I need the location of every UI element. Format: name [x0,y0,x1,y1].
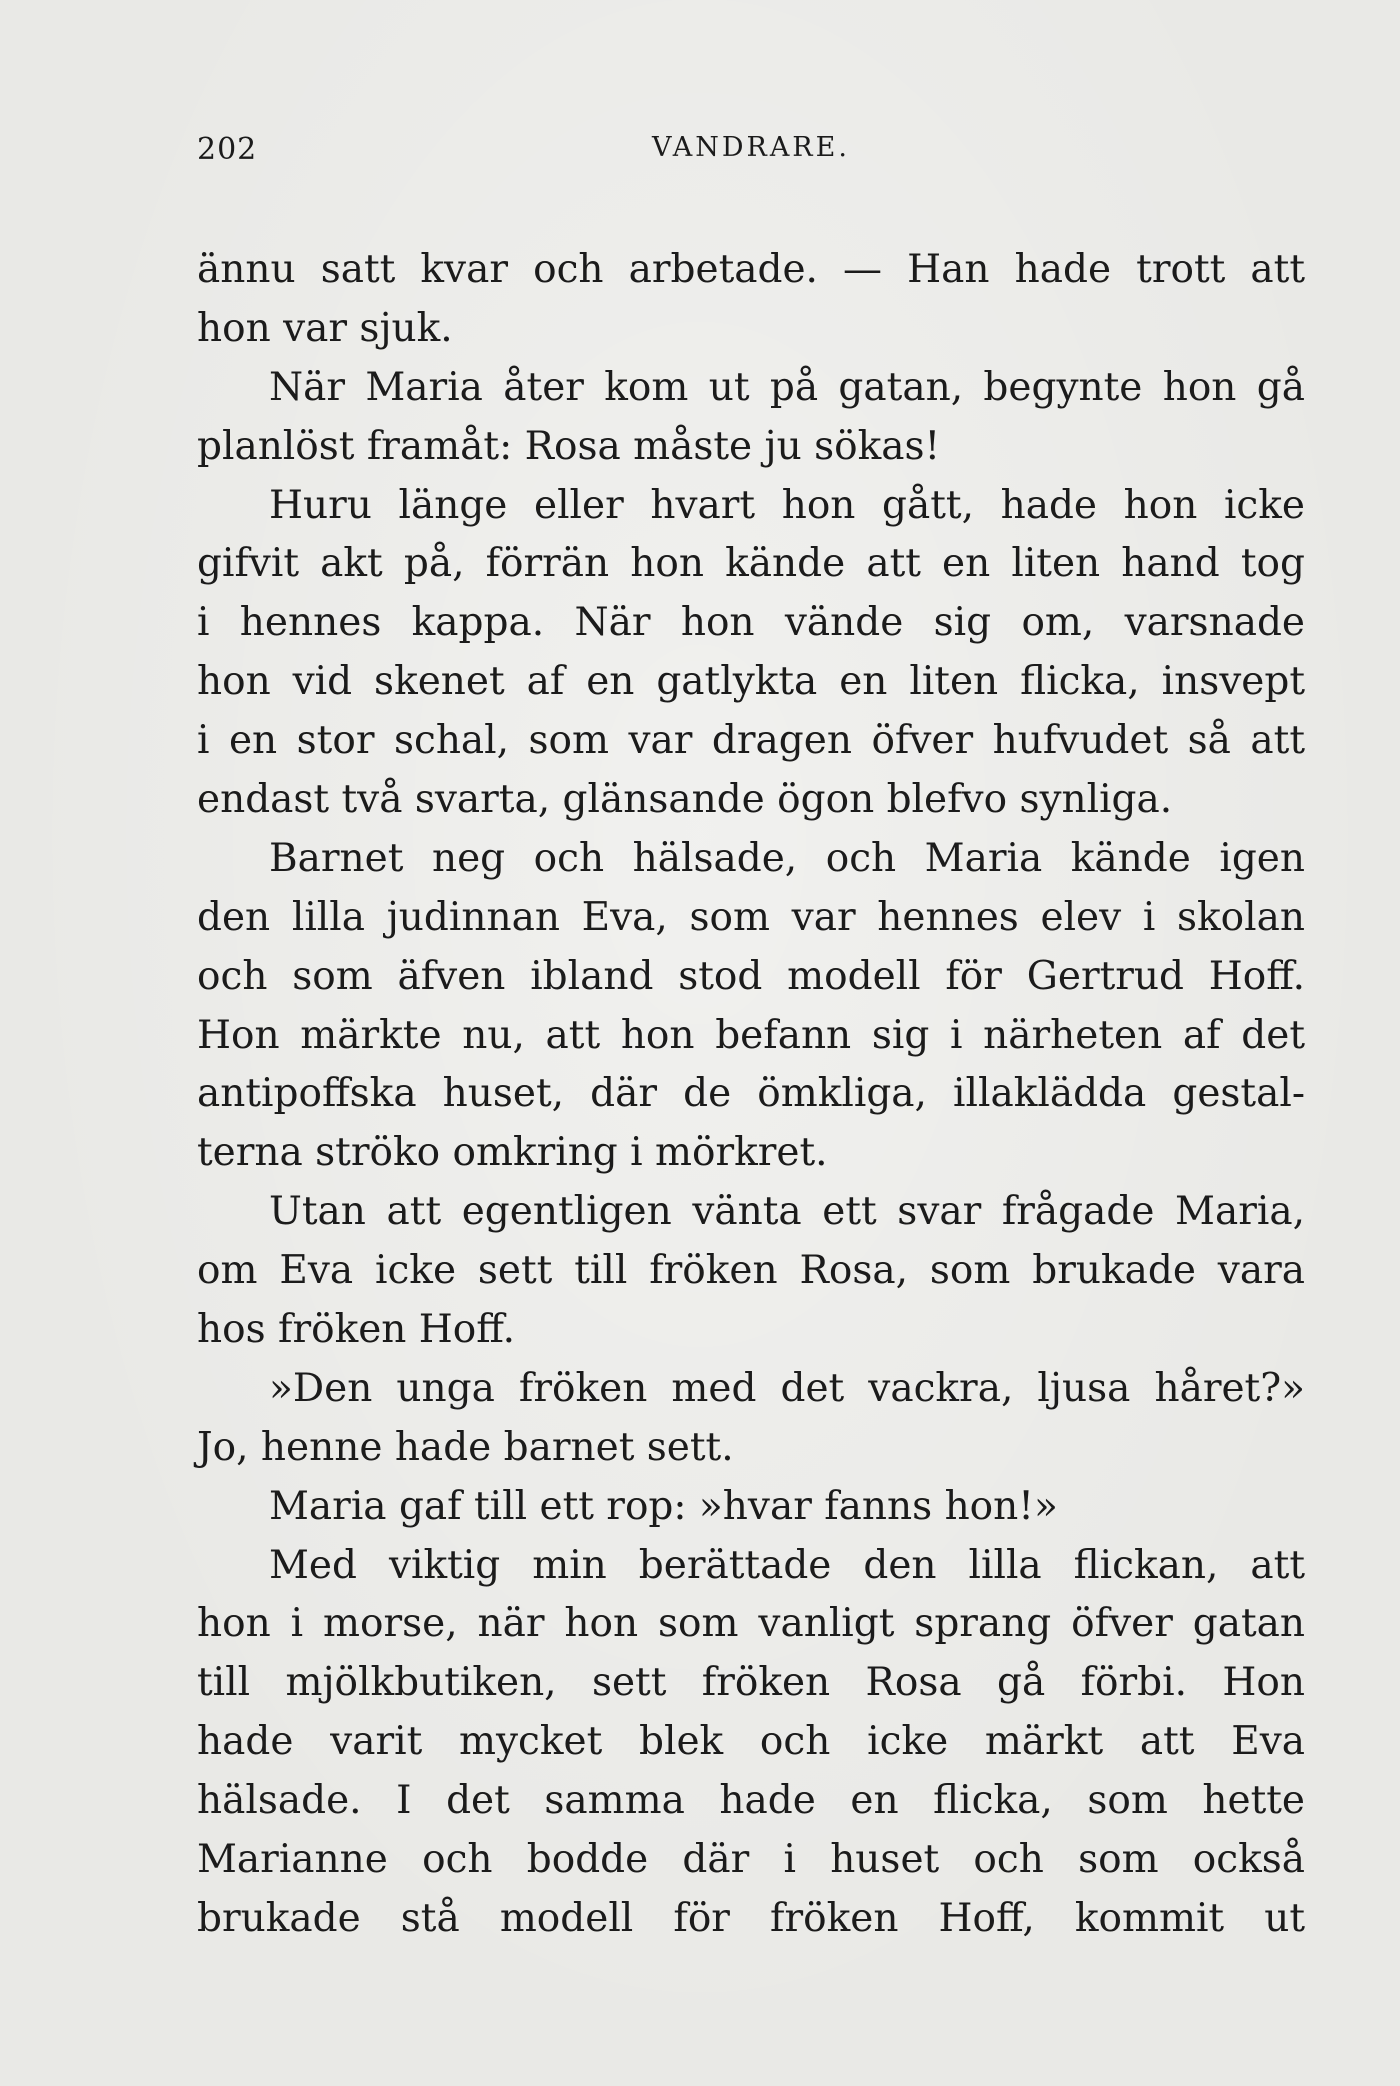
text-line: och som äfven ibland stod modell för Gertrud Hoff. [197,953,1305,999]
text-line: Hon märkte nu, att hon befann sig i närheten af det [197,1012,1305,1058]
text-line: Jo, henne hade barnet sett. [197,1424,734,1470]
text-line: i hennes kappa. När hon vände sig om, varsnade [197,600,1305,646]
text-line: hos fröken Hoff. [197,1307,515,1353]
text-line: planlöst framåt: Rosa måste ju sökas! [197,423,941,469]
text-line: Maria gaf till ett rop: »hvar fanns hon!» [269,1483,1058,1529]
body-text [197,241,1305,1949]
page-header [197,132,1305,182]
text-line: Med viktig min berättade den lilla flickan, att [269,1542,1305,1588]
running-title: VANDRARE. [652,132,850,163]
text-line: om Eva icke sett till fröken Rosa, som brukade vara [197,1248,1305,1294]
text-line: den lilla judinnan Eva, som var hennes elev i skolan [197,894,1305,940]
text-line: i en stor schal, som var dragen öfver hufvudet så att [197,718,1305,764]
text-line: hade varit mycket blek och icke märkt att Eva [197,1719,1305,1765]
page-number: 202 [197,132,258,167]
text-line: Huru länge eller hvart hon gått, hade hon icke [269,482,1305,528]
text-line: När Maria åter kom ut på gatan, begynte hon gå [269,364,1305,410]
text-line: Barnet neg och hälsade, och Maria kände igen [269,835,1305,881]
text-line: hon vid skenet af en gatlykta en liten flicka, insvept [197,659,1305,705]
text-line: hälsade. I det samma hade en flicka, som hette [197,1778,1305,1824]
text-line: till mjölkbutiken, sett fröken Rosa gå förbi. Hon [197,1660,1305,1706]
text-line: gifvit akt på, förrän hon kände att en liten hand tog [197,541,1305,587]
text-line: Marianne och bodde där i huset och som också [197,1837,1305,1883]
text-line: Utan att egentligen vänta ett svar frågade Maria, [269,1189,1305,1235]
text-line: terna ströko omkring i mörkret. [197,1130,828,1176]
text-line: ännu satt kvar och arbetade. — Han hade trott att [197,247,1305,292]
text-line: hon var sjuk. [197,305,453,351]
text-line: antipoffska huset, där de ömkliga, illaklädda gestal- [197,1071,1305,1117]
text-line: hon i morse, när hon som vanligt sprang öfver gatan [197,1601,1305,1647]
text-line: brukade stå modell för fröken Hoff, kommit ut [197,1895,1305,1941]
text-line: »Den unga fröken med det vackra, ljusa håret?» [269,1365,1305,1411]
text-line: endast två svarta, glänsande ögon blefvo synliga. [197,777,1173,823]
